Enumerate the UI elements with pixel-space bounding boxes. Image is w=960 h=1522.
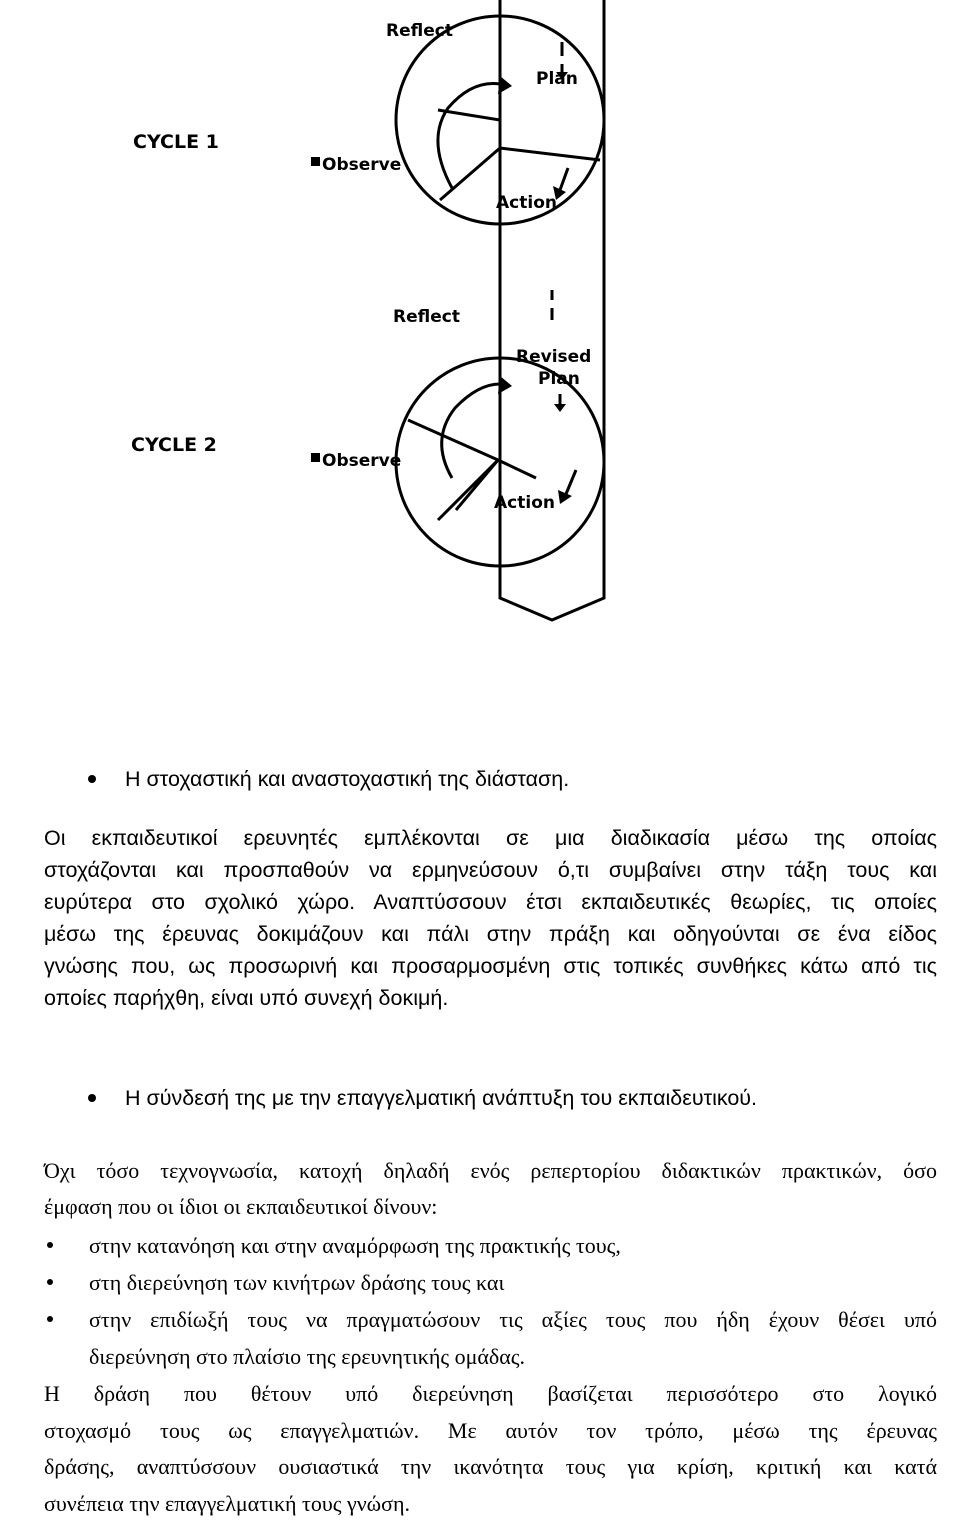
- bullet-heading-1: Η στοχαστική και αναστοχαστική της διάσταση.: [125, 763, 925, 795]
- paragraph-3: [44, 1376, 937, 1522]
- list-bullet: [47, 1316, 53, 1322]
- cycle2-plan-label-line2: Plan: [538, 369, 580, 389]
- list-item: στην κατανόηση και στην αναμόρφωση της πρακτικής τους,: [89, 1228, 939, 1264]
- paragraph-line: Οι εκπαιδευτικοί ερευνητές εμπλέκονται σε μια διαδικασία μέσω της οποίας: [44, 822, 937, 854]
- paragraph-line: έμφαση που οι ίδιοι οι εκπαιδευτικοί δίνουν:: [44, 1189, 937, 1225]
- cycle2-action-arrow: [566, 470, 576, 494]
- cycle2-curved-arrowhead: [498, 376, 512, 394]
- paragraph-line: γνώσης που, ως προσωρινή και προσαρμοσμένη στις τοπικές συνθήκες κάτω από τις: [44, 950, 937, 982]
- cycle1-curved-arrowhead: [498, 76, 512, 94]
- list-bullet: [47, 1242, 53, 1248]
- cycle2-observe-marker: [311, 453, 320, 462]
- cycle2-curved-arrow: [442, 384, 500, 478]
- paragraph-line: Η δράση που θέτουν υπό διερεύνηση βασίζεται περισσότερο στο λογικό: [44, 1376, 937, 1413]
- paragraph-line: συνέπεια την επαγγελματική τους γνώση.: [44, 1486, 937, 1522]
- paragraph-line: στοχάζονται και προσπαθούν να ερμηνεύσουν ό,τι συμβαίνει στην τάξη τους και: [44, 854, 937, 886]
- paragraph-1: [44, 822, 937, 1014]
- cycle1-divider: [438, 110, 600, 200]
- cycle2-action-arrowhead: [558, 490, 572, 504]
- cycle1-reflect-label: Reflect: [386, 21, 453, 41]
- list-item: στη διερεύνηση των κινήτρων δράσης τους και: [89, 1265, 939, 1301]
- cycle2-label: CYCLE 2: [131, 434, 217, 456]
- bullet-heading-2: Η σύνδεσή της με την επαγγελματική ανάπτυξη του εκπαιδευτικού.: [125, 1082, 925, 1114]
- paragraph-line: Όχι τόσο τεχνογνωσία, κατοχή δηλαδή ενός ρεπερτορίου διδακτικών πρακτικών, όσο: [44, 1153, 937, 1189]
- bullet-marker: [88, 775, 96, 783]
- paragraph-line: δράσης, αναπτύσσουν ουσιαστικά την ικανότητα τους για κρίση, κριτική και κατά: [44, 1449, 937, 1486]
- cycle1-observe-marker: [311, 157, 320, 166]
- list-item-continuation: διερεύνηση στο πλαίσιο της ερευνητικής ομάδας.: [89, 1339, 939, 1375]
- cycle2-reflect-label: Reflect: [393, 307, 460, 327]
- action-research-cycle-diagram: [0, 0, 960, 640]
- list-bullet: [47, 1279, 53, 1285]
- bullet-marker: [88, 1094, 96, 1102]
- cycle2-action-label: Action: [494, 493, 555, 513]
- cycle2-observe-label: Observe: [322, 451, 401, 471]
- paragraph-line: στοχασμό τους ως επαγγελματιών. Με αυτόν τον τρόπο, μέσω της έρευνας: [44, 1413, 937, 1450]
- cycle1-action-label: Action: [496, 193, 557, 213]
- cycle1-curved-arrow: [438, 84, 500, 189]
- cycle1-observe-label: Observe: [322, 155, 401, 175]
- list-item: στην επιδίωξή τους να πραγματώσουν τις αξίες τους που ήδη έχουν θέσει υπό: [89, 1302, 937, 1338]
- paragraph-2: [44, 1153, 937, 1225]
- cycle1-action-arrow: [560, 168, 568, 190]
- cycle2-plan-arrowhead: [554, 404, 566, 412]
- cycle1-plan-label: Plan: [536, 69, 578, 89]
- cycle1-label: CYCLE 1: [133, 131, 219, 153]
- paragraph-line: ευρύτερα στο σχολικό χώρο. Αναπτύσσουν έτσι εκπαιδευτικές θεωρίες, τις οποίες: [44, 886, 937, 918]
- cycle2-plan-label-line1: Revised: [516, 347, 591, 367]
- paragraph-line: μέσω της έρευνας δοκιμάζουν και πάλι στην πράξη και οδηγούνται σε ένα είδος: [44, 918, 937, 950]
- paragraph-line: οποίες παρήχθη, είναι υπό συνεχή δοκιμή.: [44, 982, 937, 1014]
